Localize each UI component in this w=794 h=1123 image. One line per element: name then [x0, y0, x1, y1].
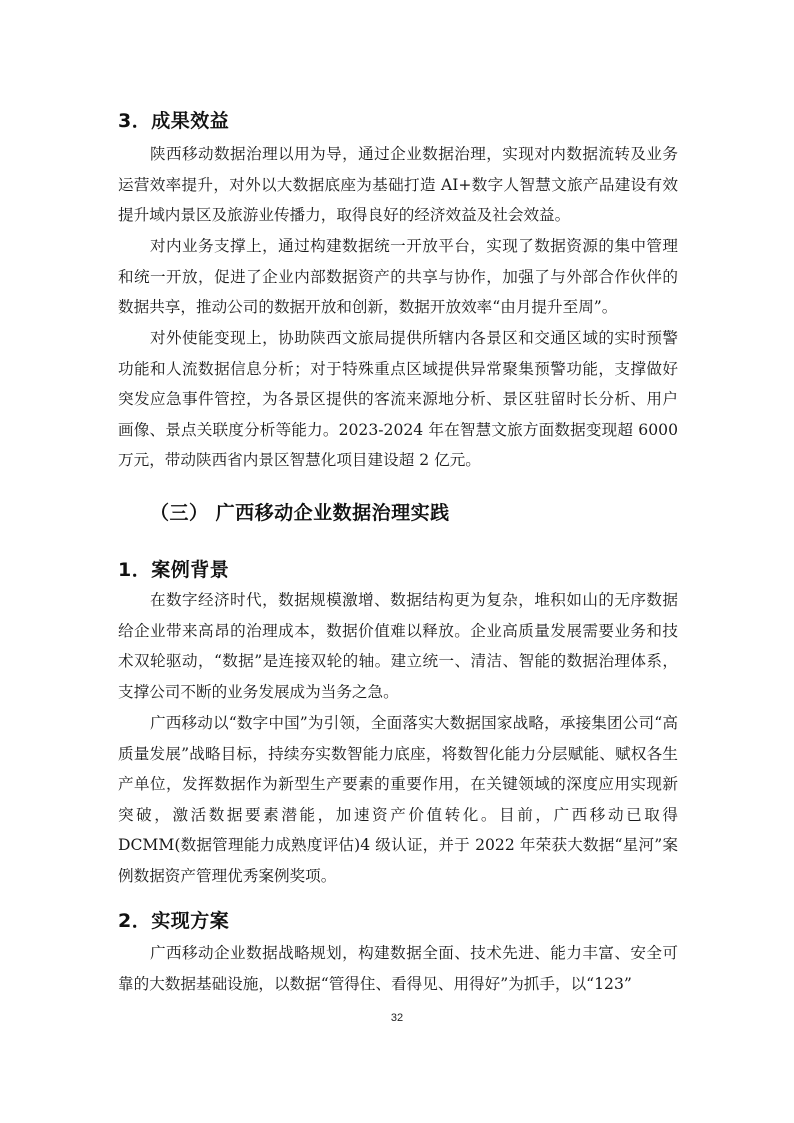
paragraph-background-1: 在数字经济时代，数据规模激增、数据结构更为复杂，堆积如山的无序数据给企业带来高昂的治理成本，数据价值难以释放。企业高质量发展需要业务和技术双轮驱动，“数据”是连接双轮的轴。建立统一、清洁、智能的数据治理体系，支撑公司不断的业务发展成为当务之急。 [118, 591, 678, 701]
paragraph-background-2: 广西移动以“数字中国”为引领，全面落实大数据国家战略，承接集团公司“高质量发展”战略目标，持续夯实数智能力底座，将数智化能力分层赋能、赋权各生产单位，发挥数据作为新型生产要素的重要作用，在关键领域的深度应用实现新突破，激活数据要素潜能，加速资产价值转化。目前，广西移动已取得 DCMM(数据管理能力成熟度评估)4 级认证，并于 2022 年荣获大数据“星河”案例数据资产管理优秀案例奖项。 [118, 714, 678, 885]
paragraph-internal-support: 对内业务支撑上，通过构建数据统一开放平台，实现了数据资源的集中管理和统一开放，促进了企业内部数据资产的共享与协作，加强了与外部合作伙伴的数据共享，推动公司的数据开放和创新，数据开放效率“由月提升至周”。 [118, 237, 678, 316]
paragraph-results-overview: 陕西移动数据治理以用为导，通过企业数据治理，实现对内数据流转及业务运营效率提升，对外以大数据底座为基础打造 AI+数字人智慧文旅产品建设有效提升域内景区及旅游业传播力，取得良好的经济效益及社会效益。 [118, 145, 678, 224]
section-heading-3-results: 3．成果效益 [118, 110, 230, 132]
section-heading-1-background: 1．案例背景 [118, 559, 230, 581]
page-number: 32 [390, 1012, 404, 1024]
paragraph-solution: 广西移动企业数据战略规划，构建数据全面、技术先进、能力丰富、安全可靠的大数据基础设施，以数据“管得住、看得见、用得好”为抓手，以“123” [118, 944, 678, 993]
paragraph-external-monetization: 对外使能变现上，协助陕西文旅局提供所辖内各景区和交通区域的实时预警功能和人流数据信息分析；对于特殊重点区域提供异常聚集预警功能，支撑做好突发应急事件管控，为各景区提供的客流来源地分析、景区驻留时长分析、用户画像、景点关联度分析等能力。2023-2024 年在智慧文旅方面数据变现超 6000 万元，带动陕西省内景区智慧化项目建设超 2 亿元。 [118, 329, 678, 469]
section-heading-2-solution: 2．实现方案 [118, 910, 230, 932]
part-heading-guangxi: （三） 广西移动企业数据治理实践 [150, 502, 450, 524]
